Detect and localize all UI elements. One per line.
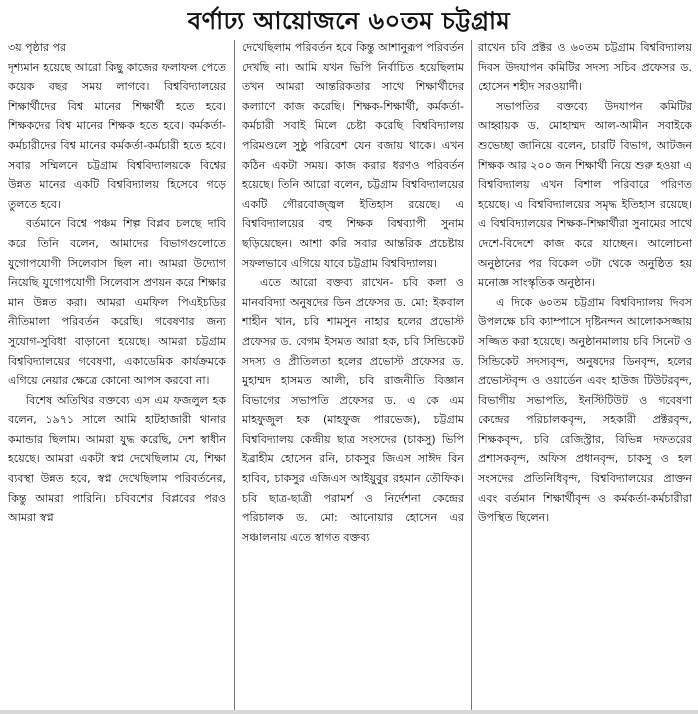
column-divider — [234, 40, 235, 710]
paragraph: দেখেছিলাম পরিবর্তন হবে কিন্তু আশানুরূপ পরিবর্তন দেখছি না। আমি যখন ভিপি নির্বাচিত হয়েছিলাম তখন আমরা আন্তরিকতার সাথে শিক্ষার্থীদের কল্যাণে কাজ করেছি। শিক্ষক-শিক্ষার্থী, কর্মকর্তা-কর্মচারী সবাই মিলে চেষ্টা করেছি বিশ্ববিদ্যালয় পরিমণ্ডলে সুষ্ঠু পরিবেশ যেন বজায় থাকে। এখন কঠিন একটা সময়। কাজ করার ধরণও পরিবর্তন হয়েছে। তিনি আরো বলেন, চট্টগ্রাম বিশ্ববিদ্যালয়ের একটি গৌরবোজ্জ্বল ইতিহাস রয়েছে। এ বিশ্ববিদ্যালয়ের বহু শিক্ষক বিশ্বব্যাপী সুনাম ছড়িয়েছেন। আশা করি সবার আন্তরিক প্রচেষ্টায় সফলভাবে এগিয়ে যাবে চট্টগ্রাম বিশ্ববিদ্যালয়। — [242, 41, 464, 270]
continuation-note: ৩য় পৃষ্ঠার পর — [8, 41, 67, 54]
paragraph: সভাপতির বক্তব্যে উদযাপন কমিটির আহ্বায়ক ড. মোহাম্মদ আল-আমীন সবাইকে শুভেচ্ছা জানিয়ে বলেন, চারটি বিভাগ, আটজন শিক্ষক আর ২০০ জন শিক্ষার্থী নিয়ে শুরু হওয়া এ বিশ্ববিদ্যালয় এখন বিশাল পরিবারে পরিণত হয়েছে। এ বিশ্ববিদ্যালয়ের সমৃদ্ধ ইতিহাস রয়েছে। এ বিশ্ববিদ্যালয়ের শিক্ষক-শিক্ষার্থীরা সুনামের সাথে দেশে-বিদেশে কাজ করে যাচ্ছেন। আলোচনা অনুষ্ঠানের পর বিকেল ৩টা থেকে অনুষ্ঠিত হয় মনোজ্ঞ সাংস্কৃতিক অনুষ্ঠান। — [478, 99, 692, 290]
paragraph: এ দিকে ৬০তম চট্টগ্রাম বিশ্ববিদ্যালয় দিবস উপলক্ষে চবি ক্যাম্পাসে দৃষ্টিনন্দন আলোকসজ্জায় সজ্জিত করা হয়েছে। অনুষ্ঠানমালায় চবি সিনেট ও সিন্ডিকেট সদস্যবৃন্দ, অনুষদের ডিনবৃন্দ, হলের প্রভোস্টবৃন্দ ও ওয়ার্ডেন এবং হাউজ টিউটরবৃন্দ, বিভাগীয় সভাপতি, ইনস্টিটিউট ও গবেষণা কেন্দ্রের পরিচালকবৃন্দ, সহকারী প্রক্টরবৃন্দ, শিক্ষকবৃন্দ, চবি রেজিস্ট্রার, বিভিন্ন দফতরের প্রশাসকবৃন্দ, অফিস প্রধানবৃন্দ, চাকসু ও হল সংসদের প্রতিনিধিবৃন্দ, বিশ্ববিদ্যালয়ের প্রাক্তন এবং বর্তমান শিক্ষার্থীবৃন্দ ও কর্মকর্তা-কর্মচারীরা উপস্থিত ছিলেন। — [478, 295, 692, 525]
paragraph: এতে আরো বক্তব্য রাখেন- চবি কলা ও মানববিদ্যা অনুষদের ডিন প্রফেসর ড. মো: ইকবাল শাহীন খান, চবি শামসুন নাহার হলের প্রভোস্ট প্রফেসর ড. বেগম ইসমত আরা হক, চবি সিন্ডিকেট সদস্য ও প্রীতিলতা হলের প্রভোস্ট প্রফেসর ড. মুহাম্মদ হাসমত আলী, চবি রাজনীতি বিজ্ঞান বিভাগের সভাপতি প্রফেসর ড. এ কে এম মাহফুজুল হক (মাহফুজ পারভেজ), চট্টগ্রাম বিশ্ববিদ্যালয় কেন্দ্রীয় ছাত্র সংসদের (চাকসু) ভিপি ইব্রাহীম হোসেন রনি, চাকসুর জিএস সাঈদ বিন হাবিব, চাকসুর এজিএস আইয়ুবুর রহমান তৌফিক। চবি ছাত্র-ছাত্রী পরামর্শ ও নির্দেশনা কেন্দ্রের পরিচালক ড. মো: আনোয়ার হোসেন এর সঞ্চালনায় এতে স্বাগত বক্তব্য — [242, 276, 464, 544]
paragraph: রাখেন চবি প্রক্টর ও ৬০তম চট্টগ্রাম বিশ্ববিদ্যালয় দিবস উদযাপন কমিটির সদস্য সচিব প্রফেসর ড. হোসেন শহীদ সরওয়ার্দী। — [478, 41, 692, 94]
paragraph: দৃশ্যমান হয়েছে আরো কিছু কাজের ফলাফল পেতে কয়েক বছর সময় লাগবে। বিশ্ববিদ্যালয়ের শিক্ষার্থীদের বিশ্ব মানের শিক্ষার্থী হতে হবে। শিক্ষকদের বিশ্ব মানের শিক্ষক হতে হবে। কর্মকর্তা-কর্মচারীদের বিশ্ব মানের কর্মকর্তা-কর্মচারী হতে হবে। সবার সম্মিলনে চট্টগ্রাম বিশ্ববিদ্যালয়কে বিশ্বের উন্নত মানের একটি বিশ্ববিদ্যালয় হিসেবে গড়ে তুলতে হবে। — [8, 60, 226, 211]
headline: বর্ণাঢ্য আয়োজনে ৬০তম চট্টগ্রাম — [187, 7, 511, 35]
paragraph: বর্তমানে বিশ্বে পঞ্চম শিল্প বিপ্লব চলছে দাবি করে তিনি বলেন, আমাদের বিভাগগুলোতে যুগোপযোগী সিলেবাস ছিল না। আমরা উদ্যোগ নিয়েছি যুগোপযোগী সিলেবাস প্রণয়ন করে শিক্ষার মান উন্নত করা। আমরা এমফিল পিএইচডির নীতিমালা পরিবর্তন করেছি। গবেষণার জন্য সুযোগ-সুবিধা বাড়ানো হয়েছে। আমরা চট্টগ্রাম বিশ্ববিদ্যালয়ের গবেষণা, একাডেমিক কার্যক্রমকে এগিয়ে নেয়ার ক্ষেত্রে কোনো আপস করবো না। — [8, 217, 226, 388]
page-edge-strip — [0, 710, 698, 714]
paragraph: বিশেষ অতিথির বক্তব্যে এস এম ফজলুল হক বলেন, ১৯৭১ সালে আমি হাটহাজারী থানার কমান্ডার ছিলাম। আমরা যুদ্ধ করেছি, দেশ স্বাধীন হয়েছে। আমরা একটা স্বপ্ন দেখেছিলাম যে, শিক্ষা ব্যবস্থা উন্নত হবে, স্বপ্ন দেখেছিলাম পরিবর্তনের, কিন্তু আমরা পারিনি। চবিবশের বিপ্লবের পরও আমরা স্বপ্ন — [8, 393, 226, 525]
column-divider — [471, 40, 472, 710]
article-column-1 — [8, 38, 226, 712]
article-column-2 — [242, 38, 464, 712]
article-column-3 — [478, 38, 692, 712]
